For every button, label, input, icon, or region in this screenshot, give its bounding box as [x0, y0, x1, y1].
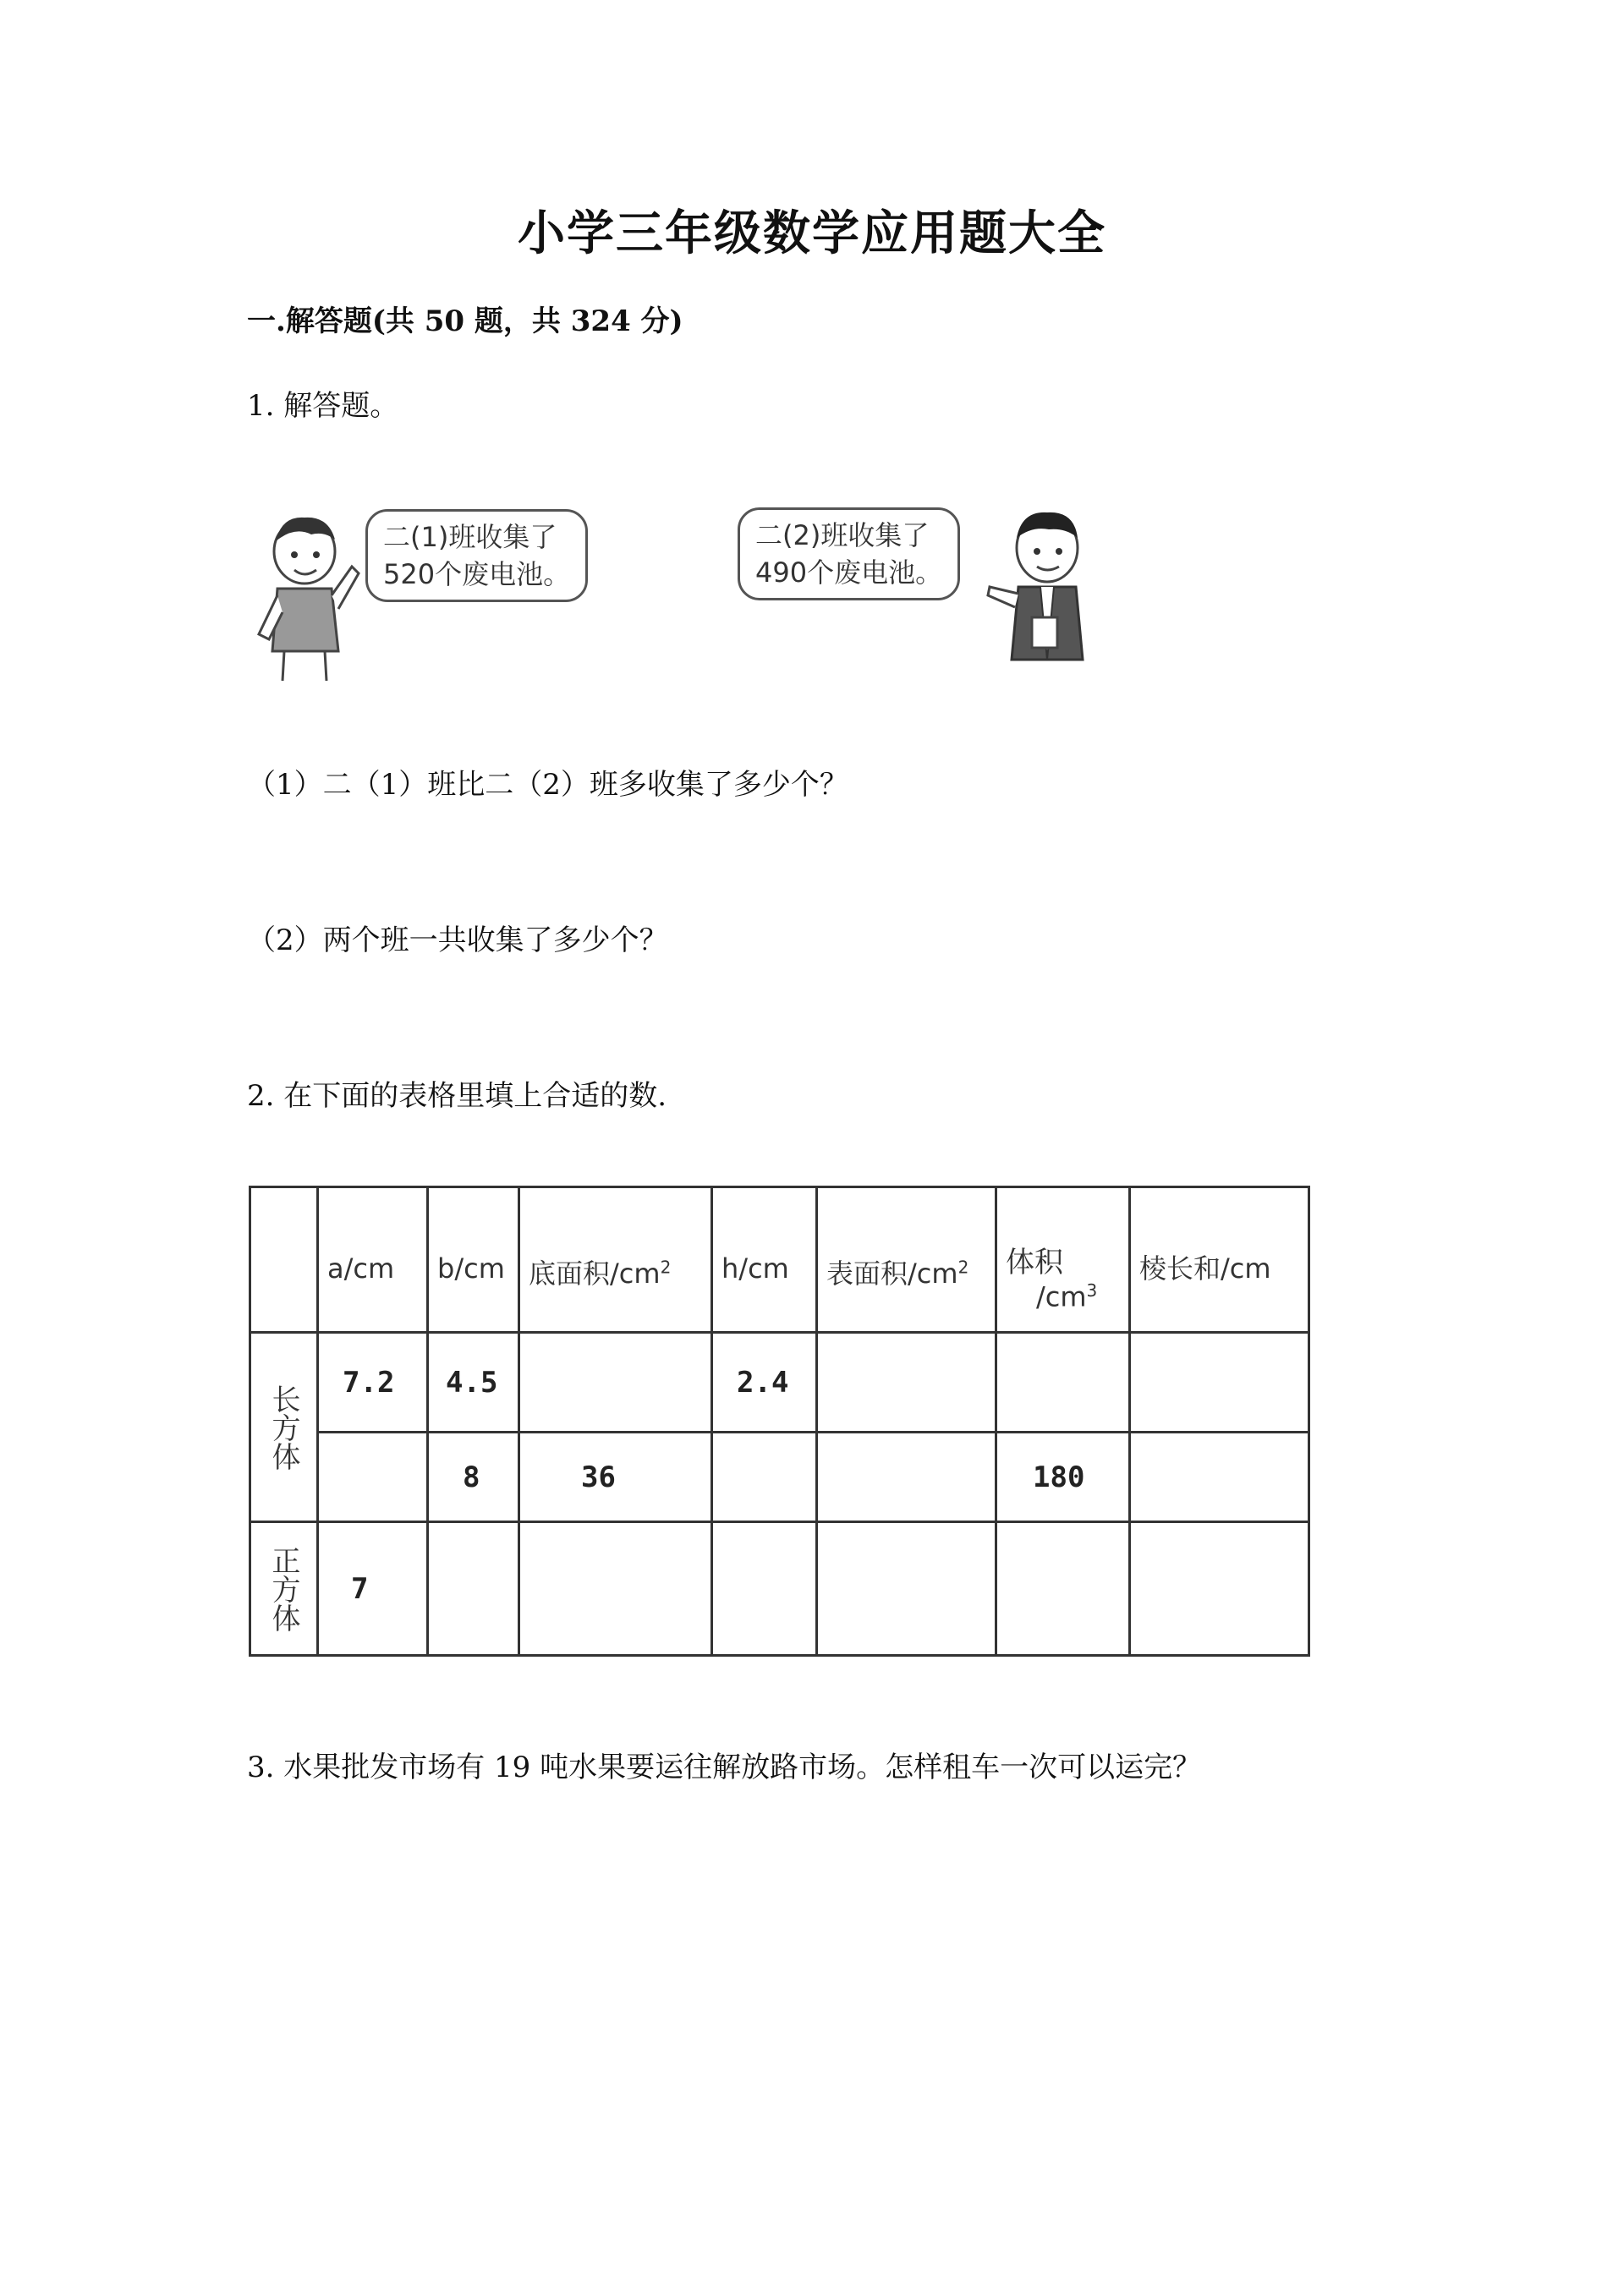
header-b: b/cm	[428, 1187, 519, 1333]
header-volume: 体积 $/cm^3$	[996, 1187, 1130, 1333]
cell-volume	[996, 1333, 1130, 1433]
cell-base-area	[519, 1333, 712, 1433]
header-h: h/cm	[712, 1187, 817, 1333]
speech-bubble-right	[738, 507, 960, 600]
header-edge-sum: 棱长和/cm	[1130, 1187, 1309, 1333]
speech-bubble-left	[365, 509, 588, 602]
cell-h: 2.4	[712, 1333, 817, 1433]
cell-volume: 180	[996, 1433, 1130, 1522]
cell-edge-sum	[1130, 1522, 1309, 1656]
cell-a: 7.2	[318, 1333, 428, 1433]
cell-surface-area	[817, 1522, 996, 1656]
cell-b: 8	[428, 1433, 519, 1522]
boy-right-icon	[981, 499, 1108, 685]
bubble-left-line1: 二(1)班收集了	[383, 521, 557, 553]
question-1-label: 1. 解答题。	[247, 389, 399, 423]
fill-in-table	[249, 1186, 1310, 1657]
cell-h	[712, 1522, 817, 1656]
row-label-cube: 正方体	[250, 1522, 318, 1656]
header-a: a/cm	[318, 1187, 428, 1333]
question-1-sub-2: （2）两个班一共收集了多少个？	[247, 923, 668, 957]
bubble-left-line2: 520个废电池。	[383, 558, 571, 590]
question-3-label: 3. 水果批发市场有 19 吨水果要运往解放路市场。怎样租车一次可以运完？	[247, 1751, 1202, 1784]
cell-base-area: 36	[519, 1433, 712, 1522]
cell-surface-area	[817, 1433, 996, 1522]
cell-edge-sum	[1130, 1333, 1309, 1433]
header-surface-area: 表面积$/cm^2$	[817, 1187, 996, 1333]
question-1-sub-1: （1）二（1）班比二（2）班多收集了多少个？	[247, 768, 848, 802]
cell-edge-sum	[1130, 1433, 1309, 1522]
table-row	[250, 1333, 1309, 1433]
header-corner	[250, 1187, 318, 1333]
cell-h	[712, 1433, 817, 1522]
cell-a	[318, 1433, 428, 1522]
boy-left-icon	[244, 507, 370, 685]
table-header-row	[250, 1187, 1309, 1333]
cell-surface-area	[817, 1333, 996, 1433]
cell-a: 7	[318, 1522, 428, 1656]
cell-base-area	[519, 1522, 712, 1656]
table-row	[250, 1522, 1309, 1656]
section-heading: 一.解答题(共 50 题，共 324 分)	[247, 304, 683, 338]
page-title: 小学三年级数学应用题大全	[518, 205, 1106, 261]
table-row	[250, 1433, 1309, 1522]
bubble-right-line1: 二(2)班收集了	[755, 519, 930, 551]
question-2-label: 2. 在下面的表格里填上合适的数.	[247, 1079, 667, 1113]
illustration	[237, 490, 1116, 685]
cell-b	[428, 1522, 519, 1656]
cell-b: 4.5	[428, 1333, 519, 1433]
header-base-area: 底面积$/cm^2$	[519, 1187, 712, 1333]
cell-volume	[996, 1522, 1130, 1656]
bubble-right-line2: 490个废电池。	[755, 556, 943, 589]
row-label-cuboid: 长方体	[250, 1333, 318, 1522]
